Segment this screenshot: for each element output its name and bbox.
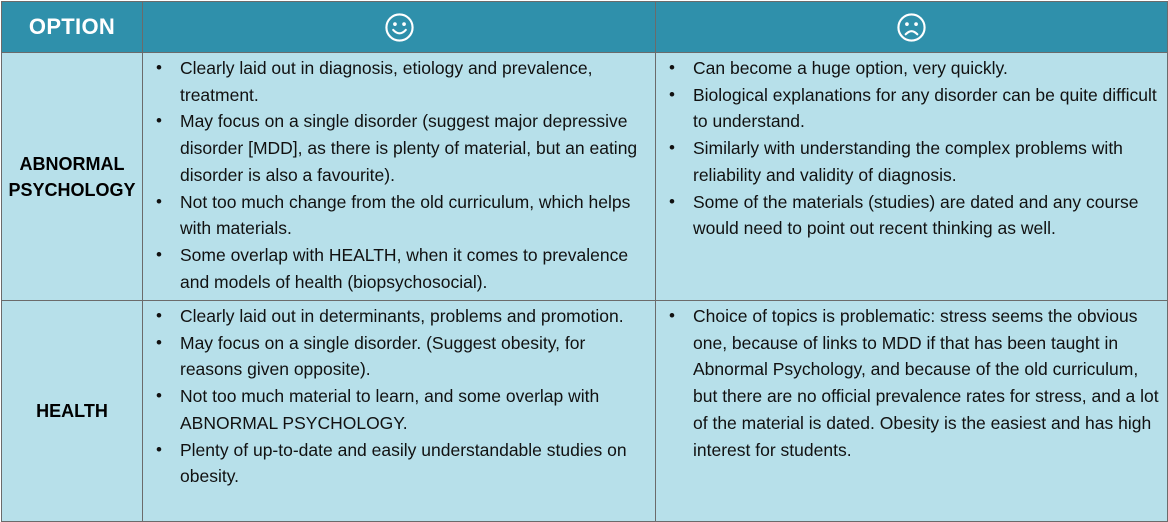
header-row <box>2 2 1168 53</box>
table-row-abnormal-psychology <box>2 53 1168 301</box>
cons-list <box>666 303 1159 463</box>
list-item: • Some of the materials (studies) are dated and any course would need to point out recent thinking as well. <box>666 189 1159 242</box>
row-label-line: HEALTH <box>36 401 108 421</box>
list-item: • May focus on a single disorder. (Suggest obesity, for reasons given opposite). <box>153 330 647 383</box>
frowning-face-icon <box>896 12 927 43</box>
cons-cell-health <box>656 301 1168 522</box>
list-item: • Plenty of up-to-date and easily understandable studies on obesity. <box>153 437 647 490</box>
pros-cell-abnormal-psychology <box>143 53 656 301</box>
pros-header <box>143 2 656 53</box>
smiley-face-icon <box>384 12 415 43</box>
pros-cell-health <box>143 301 656 522</box>
cons-header <box>656 2 1168 53</box>
row-label-line: ABNORMAL <box>19 153 125 174</box>
pros-list <box>153 55 647 295</box>
cons-list <box>666 55 1159 242</box>
list-item: • Not too much change from the old curriculum, which helps with materials. <box>153 189 647 242</box>
cons-cell-abnormal-psychology <box>656 53 1168 301</box>
list-item: • Choice of topics is problematic: stress seems the obvious one, because of links to MDD if that has been taught in Abnormal Psychology, and because of the old curriculum, but there are no official prevalence rates for stress, and a lot of the material is dated. Obesity is the easiest and has high interest for students. <box>666 303 1159 463</box>
row-label-abnormal-psychology <box>2 53 143 301</box>
row-label-line: PSYCHOLOGY <box>8 179 136 200</box>
list-item: • May focus on a single disorder (suggest major depressive disorder [MDD], as there is plenty of material, but an eating disorder is also a favourite). <box>153 108 647 188</box>
option-header: OPTION <box>2 2 143 53</box>
options-table <box>1 1 1168 522</box>
pros-list <box>153 303 647 490</box>
list-item: • Clearly laid out in determinants, problems and promotion. <box>153 303 647 330</box>
list-item: • Some overlap with HEALTH, when it comes to prevalence and models of health (biopsychosocial). <box>153 242 647 295</box>
list-item: • Biological explanations for any disorder can be quite difficult to understand. <box>666 82 1159 135</box>
list-item: • Clearly laid out in diagnosis, etiology and prevalence, treatment. <box>153 55 647 108</box>
table-row-health <box>2 301 1168 522</box>
row-label-health <box>2 301 143 522</box>
list-item: • Similarly with understanding the complex problems with reliability and validity of diagnosis. <box>666 135 1159 188</box>
list-item: • Not too much material to learn, and some overlap with ABNORMAL PSYCHOLOGY. <box>153 383 647 436</box>
list-item: • Can become a huge option, very quickly. <box>666 55 1159 82</box>
